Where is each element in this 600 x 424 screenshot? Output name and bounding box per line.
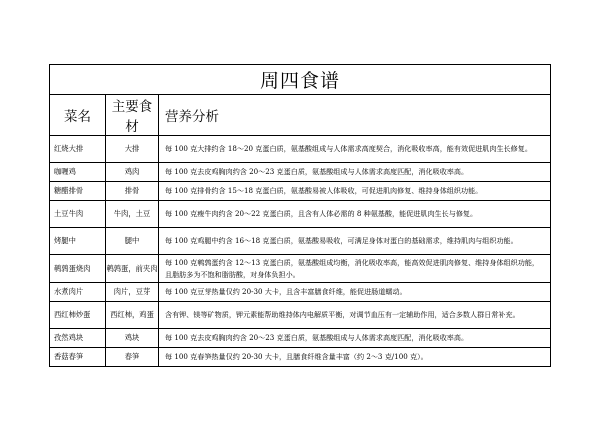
menu-table [49, 64, 551, 367]
main-ingredient: 大排 [106, 136, 159, 163]
nutrition-analysis: 每 100 克大排约含 18～20 克蛋白质，氨基酸组成与人体需求高度契合，消化吸收率高，能有效促进肌肉生长修复。 [159, 136, 551, 163]
header-row [50, 95, 551, 136]
table-row [50, 255, 551, 283]
dish-name: 咖喱鸡 [50, 163, 106, 182]
table-row [50, 283, 551, 302]
main-ingredient: 鸡肉 [106, 163, 159, 182]
dish-name: 糖醋排骨 [50, 182, 106, 201]
table-row [50, 201, 551, 228]
nutrition-analysis: 每 100 克鸡腿中约含 16～18 克蛋白质，氨基酸易吸收，可满足身体对蛋白的基础需求，维持肌肉与组织功能。 [159, 228, 551, 255]
table-row [50, 163, 551, 182]
nutrition-analysis: 每 100 克鹌鹑蛋约含 12～13 克蛋白质，氨基酸组成均衡，消化吸收率高，能高效促进肌肉修复、维持身体组织功能，且脂肪多为不饱和脂肪酸，对身体负担小。 [159, 255, 551, 283]
header-dish: 菜名 [50, 95, 106, 136]
table-row [50, 348, 551, 367]
dish-name: 香菇春笋 [50, 348, 106, 367]
dish-name: 孜然鸡块 [50, 329, 106, 348]
header-analysis: 营养分析 [159, 95, 551, 136]
dish-name: 红烧大排 [50, 136, 106, 163]
main-ingredient: 西红柿，鸡蛋 [106, 302, 159, 329]
table-row [50, 329, 551, 348]
table-row [50, 302, 551, 329]
nutrition-analysis: 每 100 克去皮鸡胸肉约含 20～23 克蛋白质，氨基酸组成与人体需求高度匹配，消化吸收率高。 [159, 329, 551, 348]
main-ingredient: 腿中 [106, 228, 159, 255]
dish-name: 水煮肉片 [50, 283, 106, 302]
main-ingredient: 春笋 [106, 348, 159, 367]
dish-name: 烤腿中 [50, 228, 106, 255]
nutrition-analysis: 每 100 克瘦牛肉约含 20～22 克蛋白质，且含有人体必需的 8 种氨基酸，能促进肌肉生长与修复。 [159, 201, 551, 228]
table-row [50, 228, 551, 255]
nutrition-analysis: 含有钾、镁等矿物质，钾元素能帮助维持体内电解质平衡，对调节血压有一定辅助作用，适合多数人群日常补充。 [159, 302, 551, 329]
nutrition-analysis: 每 100 克春笋热量仅约 20-30 大卡，且膳食纤维含量丰富（约 2～3 克/100 克）。 [159, 348, 551, 367]
header-ingredient: 主要食材 [106, 95, 159, 136]
main-ingredient: 鸡块 [106, 329, 159, 348]
nutrition-analysis: 每 100 克豆芽热量仅约 20-30 大卡，且含丰富膳食纤维，能促进肠道蠕动。 [159, 283, 551, 302]
main-ingredient: 牛肉，土豆 [106, 201, 159, 228]
main-ingredient: 鹌鹑蛋，前夹肉 [106, 255, 159, 283]
dish-name: 鹌鹑蛋烧肉 [50, 255, 106, 283]
table-row [50, 136, 551, 163]
nutrition-analysis: 每 100 克排骨约含 15～18 克蛋白质，氨基酸易被人体吸收，可促进肌肉修复、维持身体组织功能。 [159, 182, 551, 201]
main-ingredient: 排骨 [106, 182, 159, 201]
table-row [50, 182, 551, 201]
main-ingredient: 肉片，豆芽 [106, 283, 159, 302]
nutrition-analysis: 每 100 克去皮鸡胸肉约含 20～23 克蛋白质，氨基酸组成与人体需求高度匹配，消化吸收率高。 [159, 163, 551, 182]
dish-name: 土豆牛肉 [50, 201, 106, 228]
dish-name: 西红柿炒蛋 [50, 302, 106, 329]
page-title: 周四食谱 [50, 65, 551, 95]
